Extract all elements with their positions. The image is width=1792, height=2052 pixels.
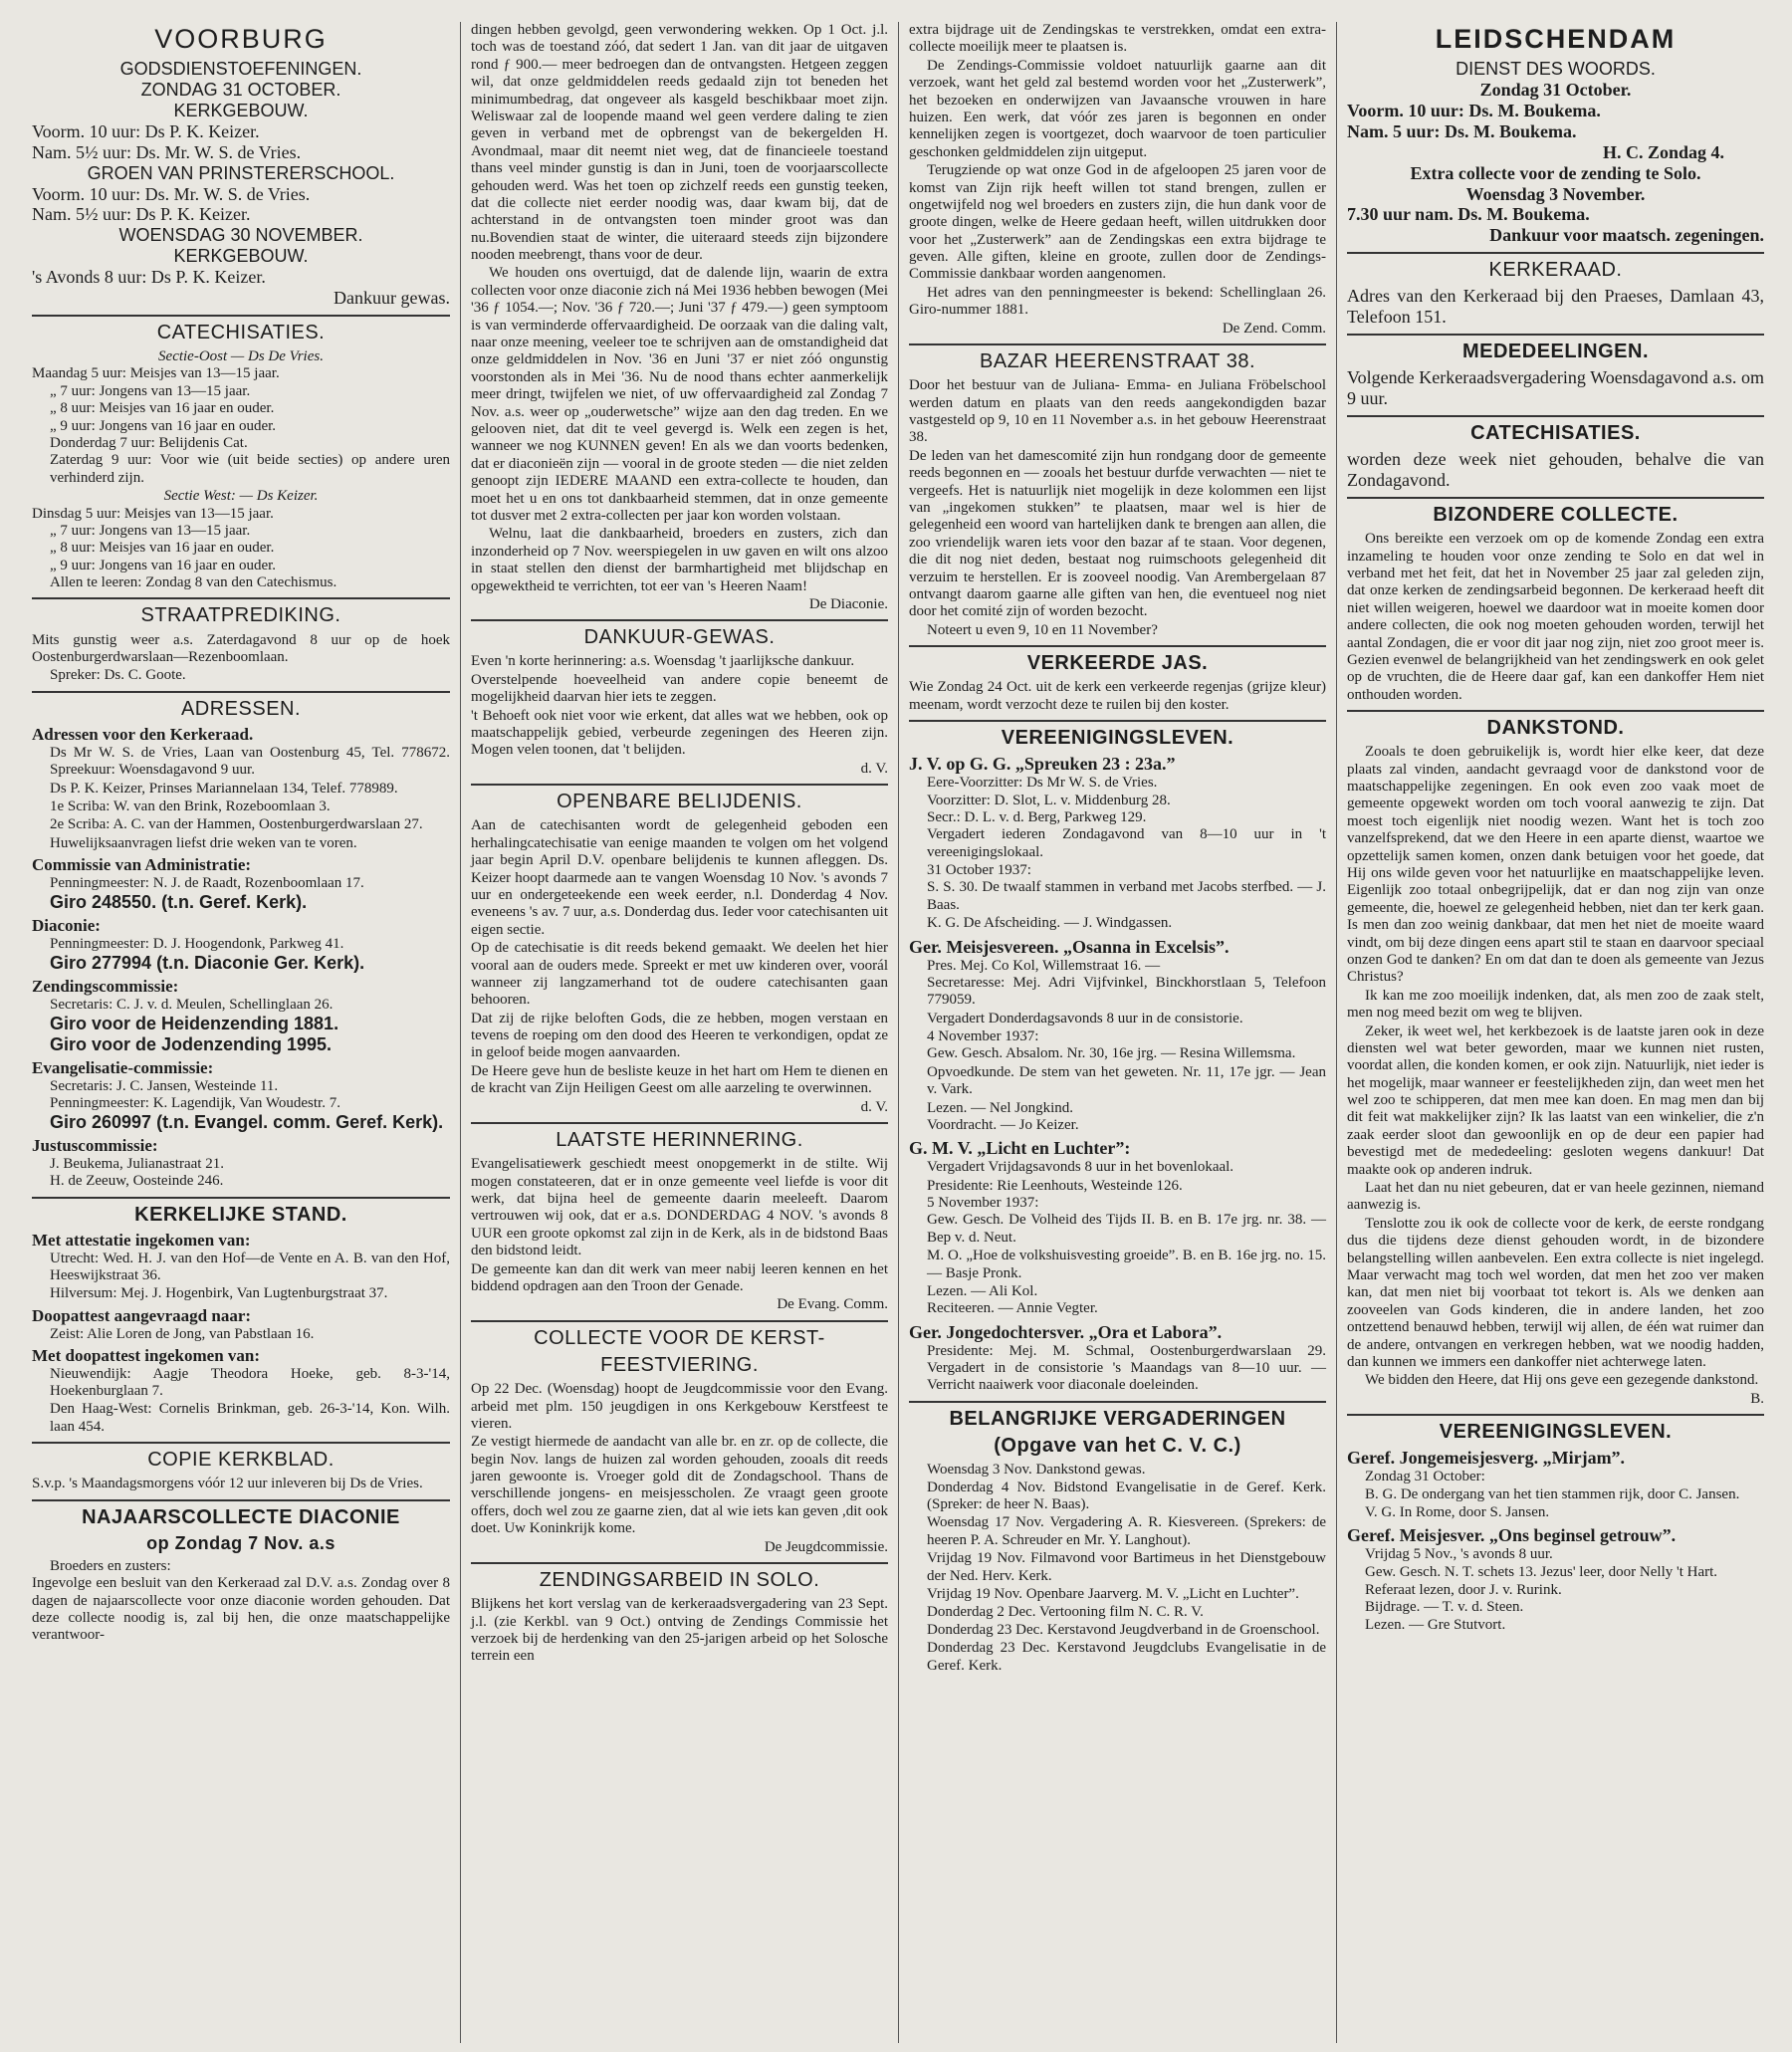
divider	[1347, 497, 1764, 499]
text-line: „ 7 uur: Jongens van 13—15 jaar.	[50, 522, 251, 539]
text-line: 4 November 1937:	[927, 1028, 1039, 1045]
giro-line: Giro 277994 (t.n. Diaconie Ger. Kerk).	[50, 953, 365, 974]
leidschendam-title: LEIDSCHENDAM	[1435, 24, 1677, 54]
subheading: J. V. op G. G. „Spreuken 23 : 23a.”	[909, 754, 1176, 775]
section-subtitle: (Opgave van het C. V. C.)	[994, 1435, 1241, 1458]
text-line: WOENSDAG 30 NOVEMBER.	[118, 225, 363, 246]
signature: De Diaconie.	[808, 595, 888, 612]
text-line: Secretaresse: Mej. Adri Vijfvinkel, Binckhorstlaan 5, Telefoon 779059.	[927, 974, 1326, 1009]
text-line: GODSDIENSTOEFENINGEN.	[119, 59, 362, 80]
paragraph: Zooals te doen gebruikelijk is, wordt hier elke keer, dat deze plaats zal vinden, aandacht gevraagd voor de dankstond voor de maatschappelijke zegeningen. En ook even zoo vaak moet de gemeente opgewekt worden om toch vooral aanwezig te zijn. Dat moest toch eigenlijk niet noodig wezen. Want het is toch zoo vanzelfsprekend, dat we den Heere in een aparte dienst, waartoe we opzettelijk samen komen, onzen dank betuigen voor het goede, dat Hij ons wilde geven voor het natuurlijke en maatschappelijke leven. Eigenlijk zoo totaal onbegrijpelijk, dat er dan nog zijn van onze gemeente, die, hoewel ze gelegenheid hebben, niet dan ter kerk gaan. Is men dan zoo weinig dankbaar, dat men het niet de moeite waard vindt, om bij deze dingen eens apart stil te staan en daarvoor speciaal onzen God te danken? En om dat dan te doen als gemeente van Jezus Christus?	[1347, 744, 1764, 986]
text-line: Nam. 5½ uur: Ds P. K. Keizer.	[32, 204, 251, 225]
text-line: Voorzitter: D. Slot, L. v. Middenburg 28.	[927, 792, 1171, 808]
divider	[909, 1401, 1326, 1403]
section-title: BAZAR HEERENSTRAAT 38.	[980, 350, 1255, 373]
text-line: Nam. 5½ uur: Ds. Mr. W. S. de Vries.	[32, 141, 302, 162]
text-line: „ 7 uur: Jongens van 13—15 jaar.	[50, 382, 251, 399]
text-line: Woensdag 3 Nov. Dankstond gewas.	[927, 1462, 1146, 1479]
solo-section	[471, 1569, 888, 1666]
belijdenis-section	[471, 791, 888, 1116]
paragraph: Op de catechisatie is dit reeds bekend gemaakt. We deelen het hier vooral aan de ouders mede. Spreekt er met uw kinderen over, voorál wanneer zij langzamerhand tot de oudere catechisanten gaan behooren.	[471, 940, 888, 1009]
copie-section	[32, 1449, 450, 1493]
text-line: Woensdag 3 November.	[1465, 183, 1646, 204]
paragraph: We bidden den Heere, dat Hij ons geve een gezegende dankstond.	[1365, 1372, 1759, 1389]
section-title: DANKSTOND.	[1486, 717, 1625, 740]
text-line: Secr.: D. L. v. d. Berg, Parkweg 129.	[927, 808, 1147, 825]
column-3	[898, 22, 1336, 2043]
text-line: Sectie West: — Ds Keizer.	[163, 488, 319, 505]
text-line: Referaat lezen, door J. v. Rurink.	[1365, 1582, 1562, 1599]
paragraph: Wie Zondag 24 Oct. uit de kerk een verkeerde regenjas (grijze kleur) meenam, wordt verzocht deze te ruilen bij den koster.	[909, 679, 1326, 713]
paragraph: Mits gunstig weer a.s. Zaterdagavond 8 uur op de hoek Oostenburgerdwarslaan—Rezenboomlaan.	[32, 631, 450, 666]
text-line: Woensdag 17 Nov. Vergadering A. R. Kiesvereen. (Sprekers: de heeren P. A. Schreuder en Mr. Y. Langhout).	[927, 1514, 1326, 1548]
paragraph: Op 22 Dec. (Woensdag) hoopt de Jeugdcommissie voor den Evang. arbeid met plm. 150 jeugdigen in ons Kerkgebouw Kerstfeest te vieren.	[471, 1381, 888, 1432]
text-line: Hilversum: Mej. J. Hogenbirk, Van Lugtenburgstraat 37.	[50, 1285, 388, 1302]
text-line: J. Beukema, Julianastraat 21.	[50, 1156, 224, 1172]
text-line: Lezen. — Nel Jongkind.	[927, 1099, 1074, 1116]
herinnering-section	[471, 1129, 888, 1314]
text-line: Voorm. 10 uur: Ds P. K. Keizer.	[32, 120, 260, 141]
divider	[1347, 334, 1764, 336]
text-line: Vrijdag 19 Nov. Openbare Jaarverg. M. V. „Licht en Luchter”.	[927, 1585, 1299, 1602]
subheading: Geref. Meisjesver. „Ons beginsel getrouw”.	[1347, 1525, 1677, 1546]
giro-line: Giro 248550. (t.n. Geref. Kerk).	[50, 892, 308, 913]
text-line: M. O. „Hoe de volkshuisvesting groeide”. B. en B. 16e jrg. no. 15. — Basje Pronk.	[927, 1248, 1326, 1281]
text-line: Nam. 5 uur: Ds. M. Boukema.	[1347, 120, 1577, 141]
vereenigingsleven-leid-section	[1347, 1421, 1764, 1634]
text-line: Penningmeester: K. Lagendijk, Van Woudestr. 7.	[50, 1095, 340, 1112]
section-title: LAATSTE HERINNERING.	[556, 1129, 803, 1152]
paragraph: Overstelpende hoeveelheid van andere copie beneemt de mogelijkheid daarvan hier iets te zeggen.	[471, 671, 888, 706]
section-title: STRAATPREDIKING.	[140, 604, 341, 627]
kerkeraad-section	[1347, 259, 1764, 328]
subheading: G. M. V. „Licht en Luchter”:	[909, 1138, 1131, 1159]
paragraph: Tenslotte zou ik ook de collecte voor de kerk, de eerste rondgang dus die tijdens deze dienst gehouden wordt, in de bizondere belangstelling willen aanbevelen. Een extra collecte is niet ingelegd. Maar verwacht mag toch wel worden, dat men het zoo ver maken kan, dat men niet bij voorbaat tot tekort is. Als we denken aan zooveelen van Gods kinderen, die in andere landen, het zoo ontzettend benauwd hebben, terwijl wij allen, de één wat ruimer dan de andere, ontvangen en verkregen hebben, wat we noodig hadden, dan kunnen we immers een dankoffer niet achterwege laten.	[1347, 1215, 1764, 1370]
section-title: ZENDINGSARBEID IN SOLO.	[539, 1569, 820, 1592]
text-line: Donderdag 7 uur: Belijdenis Cat.	[50, 434, 248, 451]
text-line: Lezen. — Ali Kol.	[927, 1283, 1038, 1300]
section-title: BIZONDERE COLLECTE.	[1433, 504, 1679, 526]
signature: d. V.	[860, 1098, 888, 1115]
text-line: Bijdrage. — T. v. d. Steen.	[1365, 1599, 1524, 1616]
text-line: Dankuur voor maatsch. zegeningen.	[1489, 225, 1764, 246]
section-subtitle: op Zondag 7 Nov. a.s	[146, 1533, 336, 1554]
divider	[32, 315, 450, 317]
text-line: Zondag 31 October.	[1479, 80, 1632, 101]
text-line: Presidente: Rie Leenhouts, Westeinde 126.	[927, 1177, 1183, 1194]
paragraph: worden deze week niet gehouden, behalve die van Zondagavond.	[1347, 449, 1764, 491]
paragraph: Ingevolge een besluit van den Kerkeraad zal D.V. a.s. Zondag over 8 dagen de najaarscollecte voor onze diaconie worden gehouden. Dat deze collecte noodig is, zal bij hen, die onze maatschappelijke verantwoor-	[32, 1575, 450, 1644]
paragraph: De leden van het damescomité zijn hun rondgang door de gemeente reeds begonnen en — zooals het bestuur durfde verwachten — niet te vergeefs. Het is natuurlijk niet mogelijk in deze kolommen een lijst van „ingekomen stukken” te plaatsen, maar wel is hier de gelegenheid een woord van hartelijken dank te brengen aan allen, die zoo vriendelijk waren iets voor den bazar af te staan. Voor degenen, die dit nog niet deden, bestaat nog ruimschoots gelegenheid dit verzuim te herstellen. Er is zooveel noodig. Van Arembergelaan 87 ontvangt daarom gaarne alle giften van hen, die eventueel nog niet door het comité zijn of worden bezocht.	[909, 447, 1326, 620]
divider	[32, 597, 450, 599]
divider	[1347, 1414, 1764, 1416]
paragraph: Welnu, laat die dankbaarheid, broeders en zusters, zich dan inzonderheid op 7 Nov. weerspiegelen in uw gaven en wilt ons alzoo in staat stellen den dienst der barmhartigheid met blijdschap en opgewektheid te verrichten, tot eer van 's Heeren Naam!	[471, 526, 888, 594]
text-line: Penningmeester: D. J. Hoogendonk, Parkweg 41.	[50, 935, 344, 952]
paragraph: Volgende Kerkeraadsvergadering Woensdagavond a.s. om 9 uur.	[1347, 367, 1764, 409]
adressen-section	[32, 698, 450, 1191]
paragraph: extra bijdrage uit de Zendingskas te verstrekken, omdat een extra-collecte moeilijk meer te plaatsen is.	[909, 22, 1326, 56]
text-line: Zaterdag 9 uur: Voor wie (uit beide secties) op andere uren verhinderd zijn.	[50, 452, 450, 486]
divider	[32, 691, 450, 693]
signature: B.	[1750, 1390, 1764, 1407]
text-line: Donderdag 23 Dec. Kerstavond Jeugdverband in de Groenschool.	[927, 1621, 1320, 1638]
subheading: Zendingscommissie:	[32, 977, 179, 997]
text-line: Ds Mr W. S. de Vries, Laan van Oostenburg 45, Tel. 778672. Spreekuur: Woensdagavond 9 uur.	[50, 744, 450, 779]
paragraph: Even 'n korte herinnering: a.s. Woensdag 't jaarlijksche dankuur.	[471, 653, 855, 670]
text-line: „ 9 uur: Jongens van 16 jaar en ouder.	[50, 417, 277, 434]
text-line: Vergadert Donderdagsavonds 8 uur in de consistorie.	[927, 1010, 1243, 1026]
divider	[471, 619, 888, 621]
section-title: NAJAARSCOLLECTE DIACONIE	[82, 1505, 400, 1528]
text-line: Donderdag 2 Dec. Vertooning film N. C. R. V.	[927, 1604, 1204, 1621]
text-line: GROEN VAN PRINSTERERSCHOOL.	[87, 162, 395, 183]
section-title: ADRESSEN.	[180, 697, 302, 720]
bazar-section	[909, 350, 1326, 639]
subheading: Ger. Meisjesvereen. „Osanna in Excelsis”.	[909, 936, 1230, 957]
text-line: 1e Scriba: W. van den Brink, Rozeboomlaan 3.	[50, 798, 331, 814]
text-line: Extra collecte voor de zending te Solo.	[1410, 162, 1701, 183]
giro-line: Giro 260997 (t.n. Evangel. comm. Geref. Kerk).	[50, 1112, 444, 1133]
subheading: Met doopattest ingekomen van:	[32, 1345, 261, 1365]
text-line: Pres. Mej. Co Kol, Willemstraat 16. —	[927, 957, 1161, 974]
paragraph: dingen hebben gevolgd, geen verwondering wekken. Op 1 Oct. j.l. toch was de toestand zóó, dat sedert 1 Jan. van dit jaar de uitgaven rond ƒ 900.— meer bedroegen dan de ontvangsten. Hetgeen zeggen wil, dat onze geldmiddelen reeds gedaald zijn tot beneden het minimumbedrag, dat ongeveer als kasgeld beschikbaar moet zijn. Weliswaar zal de loopende maand wel geen verdere daling te zien geven in verband met de opbrengst van de bekergelden H. Avondmaal, maar dit neemt niet weg, dat de financieele toestand thans veel minder gunstig is dan in Juni, toen de voorjaarscollecte gehouden werd. Was het toen op zichzelf reeds een gunstig teeken, dat die collecte niet eerder noodig was, daar kwam bij, dat de achterstand in de ontvangsten toen minder groot was dan nu.Bovendien staat de winter, die uiteraard steeds zijn bijzondere nooden meebrengt, thans voor de deur.	[471, 22, 888, 264]
divider	[1347, 415, 1764, 417]
paragraph: Ik kan me zoo moeilijk indenken, dat, als men zoo de zaak stelt, men nog meed bezit om weg te blijven.	[1347, 987, 1764, 1022]
text-line: Huwelijksaanvragen liefst drie weken van te voren.	[50, 834, 357, 851]
text-line: B. G. De ondergang van het tien stammen rijk, door C. Jansen.	[1365, 1485, 1740, 1502]
text-line: KERKGEBOUW.	[173, 246, 309, 267]
column-2	[460, 22, 898, 2043]
text-line: „ 8 uur: Meisjes van 16 jaar en ouder.	[50, 540, 275, 557]
paragraph: De Heere geve hun de besliste keuze in het hart om Hem te dienen en de kracht van Zijn Heiligen Geest om alle aarzeling te overwinnen.	[471, 1062, 888, 1097]
subheading: Adressen voor den Kerkeraad.	[32, 725, 254, 745]
paragraph: Laat het dan nu niet gebeuren, dat er van heele gezinnen, niemand aanwezig is.	[1347, 1180, 1764, 1214]
text-line: Donderdag 4 Nov. Bidstond Evangelisatie in de Geref. Kerk. (Spreker: de heer N. Baas).	[927, 1479, 1326, 1512]
text-line: Vergadert Vrijdagsavonds 8 uur in het bovenlokaal.	[927, 1159, 1234, 1176]
divider	[909, 720, 1326, 722]
text-line: Zeist: Alie Loren de Jong, van Pabstlaan 16.	[50, 1325, 315, 1342]
paragraph: Zeker, ik weet wel, het kerkbezoek is de laatste jaren ook in deze diensten wel wat beter geworden, maar we kunnen niet rusten, voordat allen, die konden komen, er ook zijn. Natuurlijk, niet ieder is het mogelijk, maar wanneer er feestelijkheden zijn, dan weet men het wel zoo te schipperen, dat men mee kan doen. En mag men dan bij dit feit wat makkelijker zijn? Ik las laatst van een winkelier, die z'n zaak eerder sloot dan gewoonlijk en op de deur een papier had bevestigd met de mededeeling: gesloten wegens dankuur! Dat maakte ook op anderen indruk.	[1347, 1023, 1764, 1178]
divider	[1347, 252, 1764, 254]
divider	[471, 1122, 888, 1124]
text-line: Dankuur gewas.	[334, 287, 450, 308]
section-title: DANKUUR-GEWAS.	[583, 626, 776, 649]
text-line: 2e Scriba: A. C. van der Hammen, Oostenburgerdwarslaan 27.	[50, 816, 423, 833]
text-line: S. S. 30. De twaalf stammen in verband met Jacobs sterfbed. — J. Baas.	[927, 879, 1326, 913]
divider	[32, 1197, 450, 1199]
text-line: Voorm. 10 uur: Ds. Mr. W. S. de Vries.	[32, 183, 311, 204]
subheading: Doopattest aangevraagd naar:	[32, 1305, 252, 1325]
section-subtitle: FEESTVIERING.	[600, 1353, 759, 1376]
catechisaties-section	[32, 322, 450, 592]
bizondere-collecte-section	[1347, 504, 1764, 704]
kerstfeest-section	[471, 1327, 888, 1556]
text-line: Sectie-Oost — Ds De Vries.	[158, 348, 324, 364]
column-4	[1336, 22, 1774, 2043]
section-title: KERKELIJKE STAND.	[134, 1203, 347, 1226]
text-line: Reciteeren. — Annie Vegter.	[927, 1300, 1098, 1317]
signature: De Jeugdcommissie.	[764, 1538, 888, 1555]
text-line: Penningmeester: N. J. de Raadt, Rozenboomlaan 17.	[50, 874, 364, 891]
subheading: Met attestatie ingekomen van:	[32, 1230, 251, 1250]
text-line: KERKGEBOUW.	[173, 101, 309, 121]
text-line: Den Haag-West: Cornelis Brinkman, geb. 26-3-'14, Kon. Wilh. laan 454.	[50, 1401, 450, 1435]
dankuur-section	[471, 626, 888, 778]
straatprediking-section	[32, 604, 450, 684]
voorburg-title: VOORBURG	[154, 24, 328, 54]
divider	[471, 784, 888, 786]
divider	[1347, 710, 1764, 712]
paragraph: 't Behoeft ook niet voor wie erkent, dat alles wat we hebben, ook op maatschappelijk gebied, verbeurde zegeningen des Heeren zijn. Mogen velen toonen, dat 't belijden.	[471, 707, 888, 759]
dankstond-section	[1347, 717, 1764, 1408]
subheading: Geref. Jongemeisjesverg. „Mirjam”.	[1347, 1448, 1626, 1469]
column-1	[22, 22, 460, 2043]
text-line: Zondag 31 October:	[1365, 1469, 1485, 1485]
divider	[32, 1442, 450, 1444]
text-line: Ds P. K. Keizer, Prinses Mariannelaan 134, Telef. 778989.	[50, 780, 398, 797]
paragraph: Adres van den Kerkeraad bij den Praeses, Damlaan 43, Telefoon 151.	[1347, 286, 1764, 328]
section-title: MEDEDEELINGEN.	[1461, 341, 1650, 363]
catechisaties-leid-section	[1347, 422, 1764, 491]
section-title: VEREENIGINGSLEVEN.	[1439, 1421, 1673, 1444]
section-title: COLLECTE VOOR DE KERST-	[534, 1326, 825, 1349]
subheading: Justuscommissie:	[32, 1136, 158, 1156]
paragraph: Ons bereikte een verzoek om op de komende Zondag een extra inzameling te houden voor onze zending te Solo en dat wel in verband met het feit, dat het in November 25 jaar zal geleden zijn, dat onze kerken de zendingsarbeid begonnen. De kerkeraad heeft dit niet willen weigeren, hoewel we daardoor wat in moeite komen door andere collecten, die ook nog moeten gehouden worden, terwijl het aantal Zondagen, die er voor dit jaar nog zijn, niet zoo groot meer is. Gezien evenwel de belangrijkheid van het zendingswerk en ook gelet op de vruchten, die de Heere daar gaf, kan een dankoffer Hem niet onthouden worden.	[1347, 531, 1764, 703]
paragraph: Terugziende op wat onze God in de afgeloopen 25 jaren voor de komst van Zijn rijk heeft willen tot stand brengen, zullen er ongetwijfeld nog wel broeders en zusters zijn, die hun dank voor de groote dingen, welke de Heere gedaan heeft, willen uitdrukken door voor het „Zusterwerk” aan de Zendingskas een extra bijdrage te geven. Alle giften, kleine en groote, zullen door de Zendings-Commissie dankbaar worden aangenomen.	[909, 162, 1326, 283]
paragraph: Door het bestuur van de Juliana- Emma- en Juliana Fröbelschool werden datum en plaats van den reeds aangekondigden bazar vastgesteld op 9, 10 en 11 November a.s. in het gebouw Heerenstraat 38.	[909, 377, 1326, 446]
subheading: Evangelisatie-commissie:	[32, 1057, 214, 1077]
section-title: VERKEERDE JAS.	[1026, 652, 1209, 675]
divider	[32, 1499, 450, 1501]
text-line: Secretaris: C. J. v. d. Meulen, Schellinglaan 26.	[50, 996, 334, 1013]
text-line: Noteert u even 9, 10 en 11 November?	[927, 621, 1158, 638]
text-line: Gew. Gesch. Absalom. Nr. 30, 16e jrg. — Resina Willemsma.	[927, 1045, 1296, 1062]
text-line: Gew. Gesch. N. T. schets 13. Jezus' leer, door Nelly 't Hart.	[1365, 1563, 1718, 1580]
paragraph: We houden ons overtuigd, dat de dalende lijn, waarin de extra collecten voor onze diaconie zich ná Mei 1936 hebben bewogen (Mei '36 ƒ 1054.—; Nov. '36 ƒ 720.—; Juni '37 ƒ 479.—) geen symptoom is van verminderde offervaardigheid. De oorzaak van die daling valt, naar onze meening, veeleer toe te schrijven aan de omstandigheid dat onze geldmiddelen in Nov. '36 en Juni '37 er niet zóó ongunstig voorstonden als in Mei '36. Nu de nood thans echter aanmerkelijk meer dringt, twijfelen we niet, of uw offervaardigheid zal Zondag 7 Nov. a.s. weer op „ouderwetsche” wijze aan den dag treden. En we gelooven niet, dat dit te veel gevergd is. Welk een zegen is het, wanneer we nog KUNNEN geven! En als we dan voorts bedenken, dat er diaconieën zijn — vooral in de groote steden — die niet zelden genoopt zijn IEDERE MAAND een extra-collecte te houden, dan moet het u en ons tot dankbaarheid stemmen, dat in onze gemeente tot dusver met 2 extra-collecten per jaar kon worden volstaan.	[471, 265, 888, 524]
vereenigingsleven-section	[909, 727, 1326, 1395]
text-line: Allen te leeren: Zondag 8 van den Catechismus.	[50, 574, 337, 591]
mededeelingen-section	[1347, 341, 1764, 409]
kerkelijke-stand-section	[32, 1204, 450, 1436]
text-line: Gew. Gesch. De Volheid des Tijds II. B. en B. 17e jrg. nr. 38. — Bep v. d. Neut.	[927, 1212, 1326, 1246]
section-title: OPENBARE BELIJDENIS.	[557, 791, 802, 813]
text-line: DIENST DES WOORDS.	[1456, 59, 1656, 80]
paragraph: Aan de catechisanten wordt de gelegenheid geboden een herhalingcatechisatie van eenige maanden te volgen om het volgend jaar begin April D.V. openbare belijdenis te kunnen afleggen. Ds. Keizer hoopt daarmede aan te vangen Woensdag 10 Nov. 's avonds 7 uur en ondergeteekende een week eerder, n.l. Donderdag 4 Nov. eveneens 's av. 7 uur, a.s. Donderdag dus. Ieder voor catechisanten uit eigen sectie.	[471, 817, 888, 938]
verkeerde-jas-section	[909, 652, 1326, 714]
text-line: „ 8 uur: Meisjes van 16 jaar en ouder.	[50, 400, 275, 417]
paragraph: Ze vestigt hiermede de aandacht van alle br. en zr. op de collecte, die begin Nov. langs de huizen zal worden gehouden, zooals dit reeds jaren gewoonte is. Vroeger gold dit de Zondagschool. Thans de verschillende jongens- en meisjesscholen. Ze vraagt geen groote offers, doch wel zou ze gaarne zien, dat al wie iets kan geven ,dit ook doet. Uw Koninkrijk kome.	[471, 1434, 888, 1537]
text-line: Vrijdag 5 Nov., 's avonds 8 uur.	[1365, 1546, 1553, 1563]
divider	[909, 343, 1326, 345]
text-line: Vergadert iederen Zondagavond van 8—10 uur in 't vereenigingslokaal.	[927, 826, 1326, 860]
text-line: Voorm. 10 uur: Ds. M. Boukema.	[1347, 101, 1601, 121]
text-line: Secretaris: J. C. Jansen, Westeinde 11.	[50, 1077, 279, 1094]
text-line: 7.30 uur nam. Ds. M. Boukema.	[1347, 204, 1590, 225]
text-line: Voordracht. — Jo Keizer.	[927, 1117, 1079, 1134]
text-line: 5 November 1937:	[927, 1195, 1039, 1212]
subheading: Diaconie:	[32, 916, 101, 936]
text-line: Nieuwendijk: Aagje Theodora Hoeke, geb. 8-3-'14, Hoekenburglaan 7.	[50, 1365, 450, 1400]
section-title: CATECHISATIES.	[156, 321, 326, 343]
section-title: KERKERAAD.	[1488, 259, 1623, 282]
text-line: 31 October 1937:	[927, 862, 1031, 879]
text-line: Lezen. — Gre Stutvort.	[1365, 1616, 1506, 1633]
giro-line: Giro voor de Jodenzending 1995.	[50, 1034, 333, 1055]
text-line: Vrijdag 19 Nov. Filmavond voor Bartimeus in het Dienstgebouw der Ned. Herv. Kerk.	[927, 1550, 1326, 1584]
leidschendam-section	[1347, 24, 1764, 246]
divider	[909, 645, 1326, 647]
najaarscollecte-section	[32, 1506, 450, 1645]
section-title: COPIE KERKBLAD.	[147, 1449, 335, 1472]
belangrijke-vergaderingen-section	[909, 1408, 1326, 1675]
subheading: Commissie van Administratie:	[32, 855, 252, 875]
signature: De Zend. Comm.	[1222, 320, 1326, 337]
divider	[471, 1562, 888, 1564]
text-line: Maandag 5 uur: Meisjes van 13—15 jaar.	[32, 365, 280, 382]
text-line: Opvoedkunde. De stem van het geweten. Nr. 11, 17e jgr. — Jean v. Vark.	[927, 1063, 1326, 1098]
paragraph: De gemeente kan dan dit werk van meer nabij leeren kennen en het biddend opdragen aan den Troon der Genade.	[471, 1260, 888, 1294]
text-line: H. de Zeeuw, Oosteinde 246.	[50, 1173, 224, 1190]
section-title: VEREENIGINGSLEVEN.	[1001, 727, 1234, 750]
text-line: ZONDAG 31 OCTOBER.	[140, 80, 341, 101]
subheading: Ger. Jongedochtersver. „Ora et Labora”.	[909, 1321, 1223, 1342]
text-line: 's Avonds 8 uur: Ds P. K. Keizer.	[32, 267, 266, 288]
text-line: Donderdag 23 Dec. Kerstavond Jeugdclubs Evangelisatie in de Geref. Kerk.	[927, 1640, 1326, 1674]
text-line: Dinsdag 5 uur: Meisjes van 13—15 jaar.	[32, 505, 274, 522]
paragraph: S.v.p. 's Maandagsmorgens vóór 12 uur inleveren bij Ds de Vries.	[32, 1476, 423, 1492]
paragraph: De Zendings-Commissie voldoet natuurlijk gaarne aan dit verzoek, want het geld zal bestemd worden voor het „Zusterwerk”, het bezoeken en onderwijzen van Javaansche vrouwen in hare huizen. Een werk, dat vóór zes jaren is begonnen en onder kennelijken zegen is voortgezet, doch waarvoor de toen particulier geschonken geldmiddelen zijn uitgeput.	[909, 57, 1326, 160]
giro-line: Giro voor de Heidenzending 1881.	[50, 1014, 339, 1034]
divider	[471, 1320, 888, 1322]
text-line: „ 9 uur: Jongens van 16 jaar en ouder.	[50, 557, 277, 573]
text-line: H. C. Zondag 4.	[1602, 141, 1724, 162]
signature: d. V.	[860, 760, 888, 777]
paragraph: Evangelisatiewerk geschiedt meest onopgemerkt in de stilte. Wij mogen constateeren, dat er in onze gemeente veel liefde is voor dit werk, dat bijna heel de gemeente daarin meeleeft. Daarom vertrouwen wij ook, dat er a.s. DONDERDAG 4 NOV. 's avonds 8 UUR een groote opkomst zal zijn in de Kerk, als in de bidstond Baas den bidstond leidt.	[471, 1156, 888, 1259]
text-line: Spreker: Ds. C. Goote.	[50, 667, 186, 684]
text-line: V. G. In Rome, door S. Jansen.	[1365, 1503, 1550, 1520]
paragraph: Dat zij de rijke beloften Gods, die ze hebben, mogen verstaan en tevens de roeping om den dood des Heeren te verkondigen, opdat ze in geloof beide mogen aanvaarden.	[471, 1010, 888, 1061]
voorburg-section	[32, 24, 450, 309]
signature: De Evang. Comm.	[777, 1296, 888, 1313]
paragraph: Het adres van den penningmeester is bekend: Schellinglaan 26. Giro-nummer 1881.	[909, 284, 1326, 319]
text-line: Eere-Voorzitter: Ds Mr W. S. de Vries.	[927, 775, 1158, 792]
section-title: CATECHISATIES.	[1470, 422, 1641, 445]
text-line: Broeders en zusters:	[50, 1557, 171, 1574]
paragraph: Blijkens het kort verslag van de kerkeraadsvergadering van 23 Sept. j.l. (zie Kerkbl. van 9 Oct.) ontving de Zendings Commissie het verzoek bij de herdenking van den 25-jarigen arbeid op het Solosche terrein een	[471, 1596, 888, 1665]
text-line: K. G. De Afscheiding. — J. Windgassen.	[927, 915, 1173, 932]
text-line: Presidente: Mej. M. Schmal, Oostenburgerdwarslaan 29. Vergadert in de consistorie 's Maandags van 8—10 uur. — Verricht naaiwerk voor diaconale doeleinden.	[927, 1342, 1326, 1394]
text-line: Utrecht: Wed. H. J. van den Hof—de Vente en A. B. van den Hof, Heeswijkstraat 36.	[50, 1250, 450, 1284]
section-title: BELANGRIJKE VERGADERINGEN	[949, 1407, 1286, 1430]
